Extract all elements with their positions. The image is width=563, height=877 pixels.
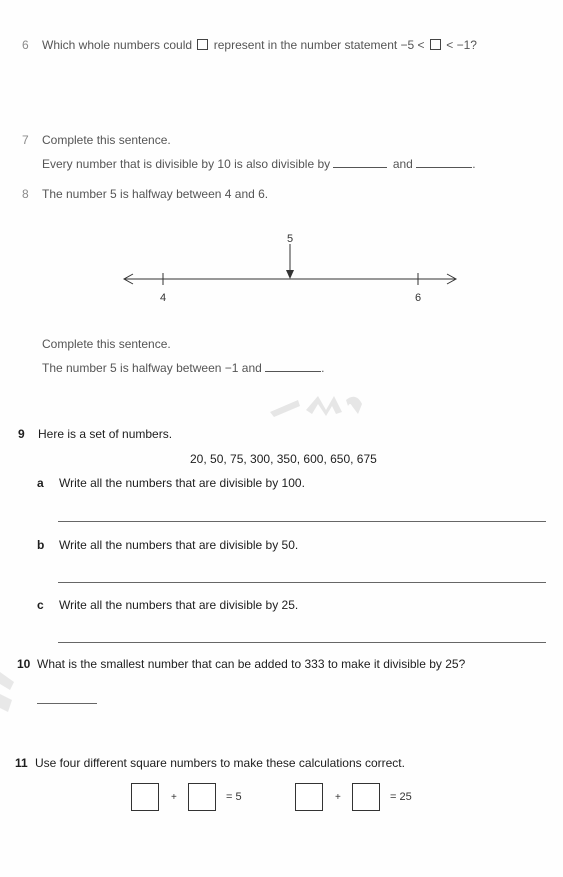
tick-label-6: 6 bbox=[414, 292, 422, 304]
answer-blank[interactable] bbox=[333, 157, 387, 168]
question-7-line1: Complete this sentence. bbox=[42, 133, 171, 147]
square-box-3[interactable] bbox=[295, 783, 323, 811]
question-7-line2 bbox=[42, 157, 476, 171]
question-8-line2: Complete this sentence. bbox=[42, 337, 171, 351]
plus-sign: + bbox=[171, 792, 177, 803]
question-9-number: 9 bbox=[18, 427, 25, 441]
question-8-sentence: The number 5 is halfway between −1 and bbox=[42, 361, 262, 375]
equals-5: = 5 bbox=[226, 791, 242, 803]
question-9-intro: Here is a set of numbers. bbox=[38, 427, 173, 441]
tick-label-4: 4 bbox=[159, 292, 167, 304]
part-c-letter: c bbox=[37, 598, 44, 612]
answer-line-q10[interactable] bbox=[37, 703, 97, 704]
part-b-text: Write all the numbers that are divisible by 50. bbox=[59, 538, 299, 552]
part-b-letter: b bbox=[37, 538, 45, 552]
question-8-number: 8 bbox=[22, 187, 29, 201]
question-8-line3 bbox=[42, 361, 325, 375]
question-11-number: 11 bbox=[15, 756, 28, 770]
answer-blank[interactable] bbox=[265, 361, 321, 372]
pointer-arrow-head bbox=[286, 270, 294, 279]
question-7-end: . bbox=[472, 157, 476, 171]
question-7-number: 7 bbox=[22, 133, 29, 147]
watermark-edge bbox=[0, 668, 20, 718]
part-a-letter: a bbox=[37, 476, 44, 490]
question-6-text bbox=[42, 38, 477, 52]
empty-box-icon bbox=[197, 39, 208, 50]
square-box-2[interactable] bbox=[188, 783, 216, 811]
question-10-number: 10 bbox=[17, 657, 31, 671]
question-6-text-part3: < −1? bbox=[446, 38, 477, 52]
question-11-text: Use four different square numbers to make these calculations correct. bbox=[35, 756, 405, 770]
square-box-4[interactable] bbox=[352, 783, 380, 811]
question-6-text-part1: Which whole numbers could bbox=[42, 38, 193, 52]
number-set: 20, 50, 75, 300, 350, 600, 650, 675 bbox=[190, 452, 377, 466]
plus-sign: + bbox=[335, 792, 341, 803]
answer-line-a[interactable] bbox=[58, 521, 546, 522]
question-7-and: and bbox=[392, 157, 413, 171]
question-6-text-part2: represent in the number statement −5 < bbox=[213, 38, 425, 52]
arrow-label-5: 5 bbox=[286, 233, 294, 245]
equals-25: = 25 bbox=[390, 791, 412, 803]
question-8-end: . bbox=[321, 361, 325, 375]
number-line-diagram bbox=[0, 226, 563, 316]
empty-box-icon bbox=[430, 39, 441, 50]
watermark-fragment bbox=[268, 390, 368, 420]
part-c-text: Write all the numbers that are divisible by 25. bbox=[59, 598, 299, 612]
answer-line-b[interactable] bbox=[58, 582, 546, 583]
question-7-sentence: Every number that is divisible by 10 is also divisible by bbox=[42, 157, 331, 171]
question-10-text: What is the smallest number that can be added to 333 to make it divisible by 25? bbox=[37, 657, 466, 671]
square-box-1[interactable] bbox=[131, 783, 159, 811]
answer-blank[interactable] bbox=[416, 157, 472, 168]
question-8-line1: The number 5 is halfway between 4 and 6. bbox=[42, 187, 269, 201]
question-6-number: 6 bbox=[22, 38, 29, 52]
answer-line-c[interactable] bbox=[58, 642, 546, 643]
part-a-text: Write all the numbers that are divisible by 100. bbox=[59, 476, 305, 490]
